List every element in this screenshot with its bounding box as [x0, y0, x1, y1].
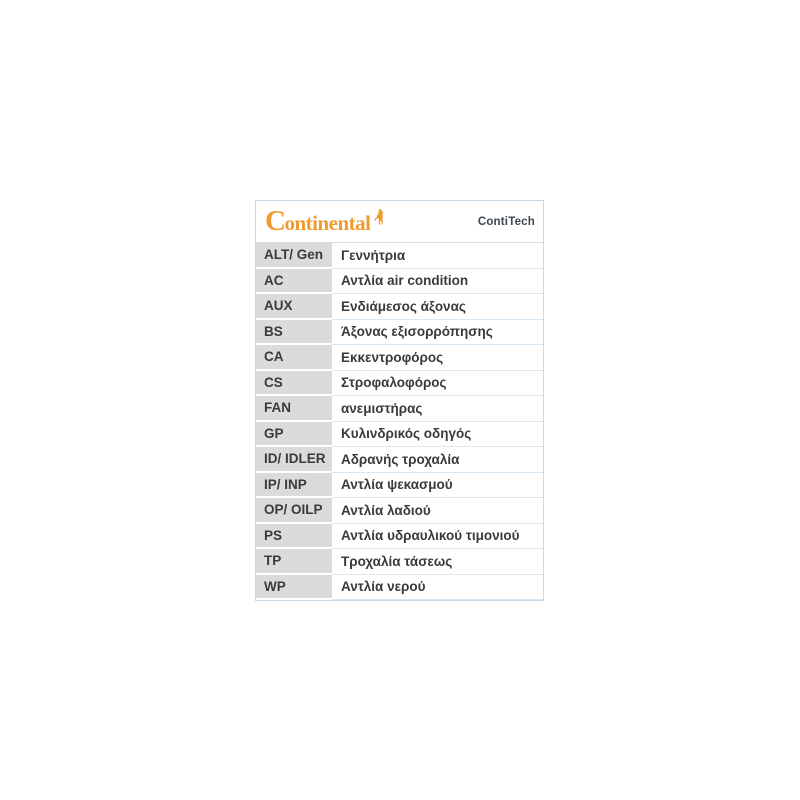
table-row	[256, 294, 543, 320]
table-row	[256, 371, 543, 397]
continental-horse-icon	[373, 207, 388, 228]
abbreviation-code: CS	[256, 371, 332, 397]
abbreviation-code: WP	[256, 575, 332, 601]
abbreviation-code: IP/ INP	[256, 473, 332, 499]
table-row	[256, 498, 543, 524]
abbreviation-description: Αντλία air condition	[332, 269, 543, 295]
abbreviation-description: Ενδιάμεσος άξονας	[332, 294, 543, 320]
table-row	[256, 243, 543, 269]
abbreviation-code: FAN	[256, 396, 332, 422]
table-row	[256, 473, 543, 499]
abbreviation-description: Εκκεντροφόρος	[332, 345, 543, 371]
brand-header	[256, 201, 543, 243]
abbreviation-code: CA	[256, 345, 332, 371]
abbreviation-description: Τροχαλία τάσεως	[332, 549, 543, 575]
abbreviation-description: Αντλία υδραυλικού τιμονιού	[332, 524, 543, 550]
abbreviation-code: TP	[256, 549, 332, 575]
table-row	[256, 524, 543, 550]
table-row	[256, 345, 543, 371]
abbreviation-description: ανεμιστήρας	[332, 396, 543, 422]
abbreviation-description: Κυλινδρικός οδηγός	[332, 422, 543, 448]
abbreviation-code: ID/ IDLER	[256, 447, 332, 473]
abbreviation-description: Άξονας εξισορρόπησης	[332, 320, 543, 346]
continental-logo-text: ontinental	[284, 210, 371, 235]
table-row	[256, 396, 543, 422]
abbreviation-code: ALT/ Gen	[256, 243, 332, 269]
abbreviation-description: Αντλία ψεκασμού	[332, 473, 543, 499]
abbreviation-legend-card	[255, 200, 544, 601]
abbreviation-code: GP	[256, 422, 332, 448]
continental-logo-initial: C	[265, 204, 286, 237]
abbreviation-code: PS	[256, 524, 332, 550]
table-row	[256, 320, 543, 346]
abbreviation-code: BS	[256, 320, 332, 346]
abbreviation-code: AUX	[256, 294, 332, 320]
abbreviation-description: Γεννήτρια	[332, 243, 543, 269]
abbreviation-description: Αντλία λαδιού	[332, 498, 543, 524]
abbreviation-description: Στροφαλοφόρος	[332, 371, 543, 397]
table-row	[256, 269, 543, 295]
table-row	[256, 422, 543, 448]
abbreviation-code: OP/ OILP	[256, 498, 332, 524]
abbreviation-table	[256, 243, 543, 600]
continental-logo	[265, 204, 388, 237]
abbreviation-description: Αντλία νερού	[332, 575, 543, 601]
abbreviation-description: Αδρανής τροχαλία	[332, 447, 543, 473]
table-row	[256, 447, 543, 473]
contitech-wordmark: ContiTech	[477, 215, 535, 228]
table-row	[256, 575, 543, 601]
table-row	[256, 549, 543, 575]
abbreviation-code: AC	[256, 269, 332, 295]
